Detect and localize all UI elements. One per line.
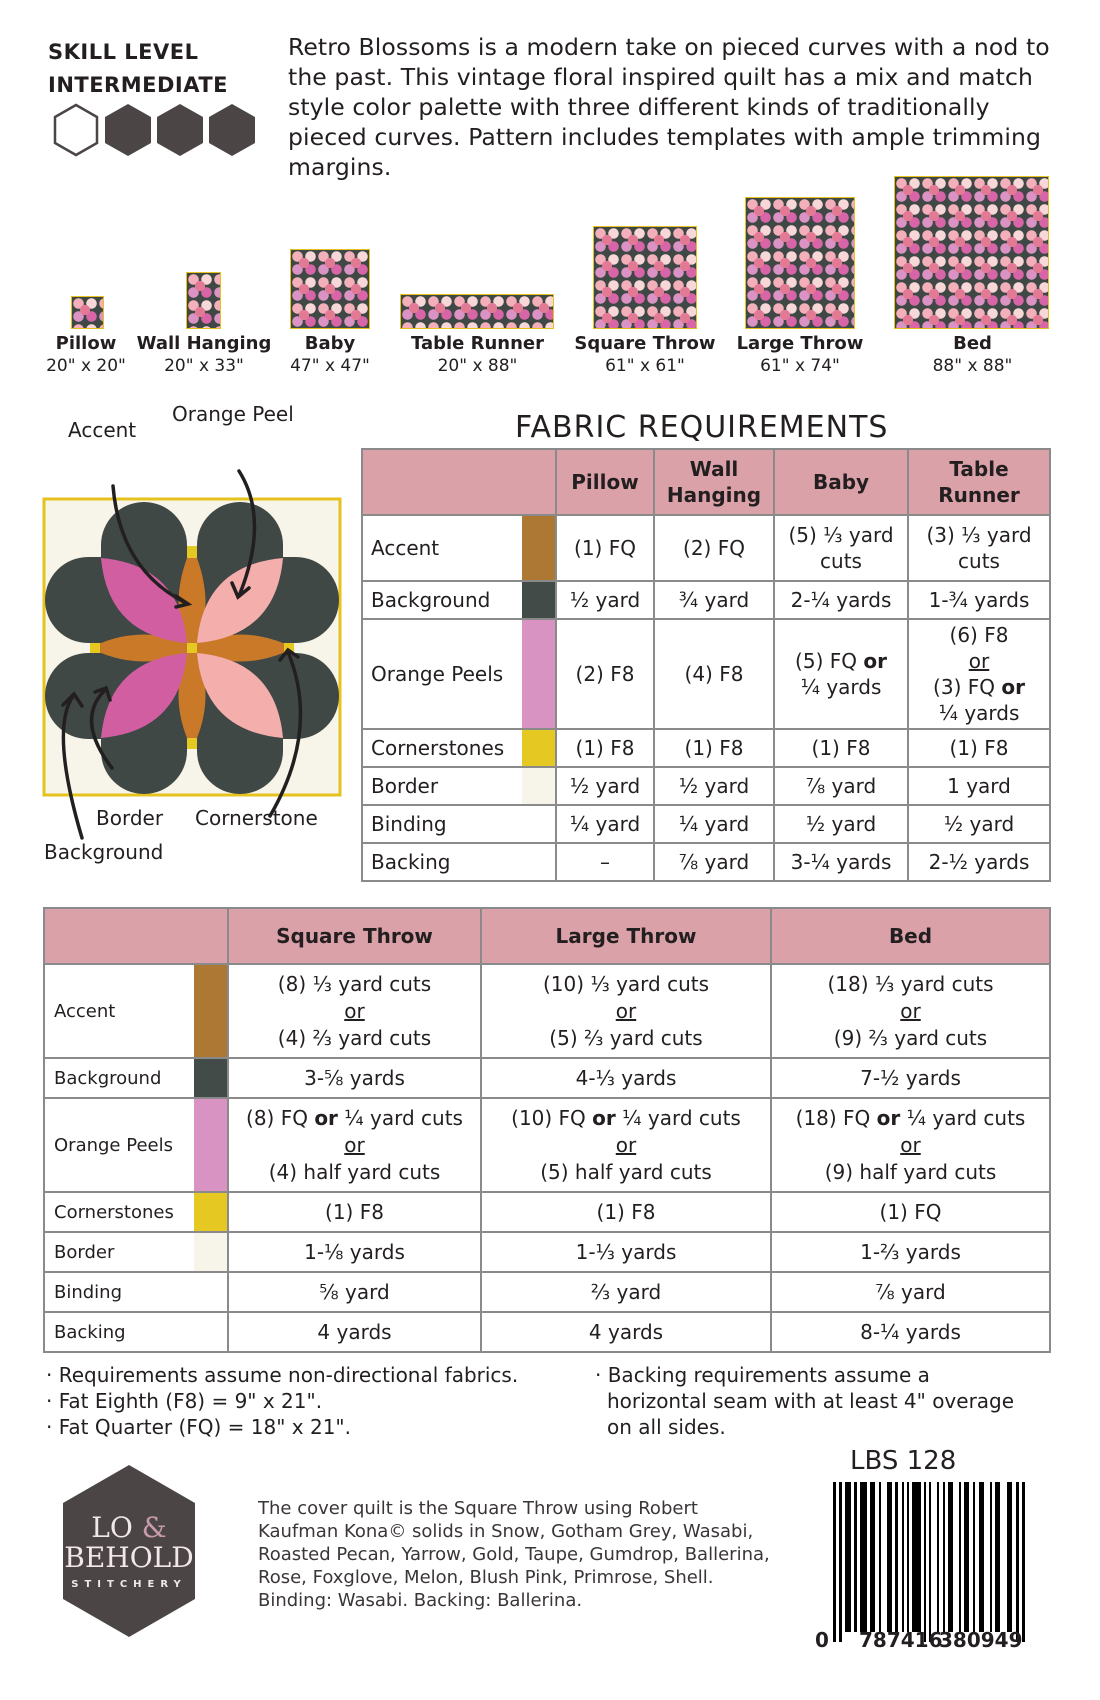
label-orange-peel: Orange Peel bbox=[172, 402, 294, 426]
swatch-background bbox=[194, 1058, 228, 1098]
hexagon-filled-icon bbox=[104, 103, 152, 157]
swatch-orange-peels bbox=[522, 619, 556, 729]
table-row: Accent (8) ⅓ yard cuts or (4) ⅔ yard cuts (10) ⅓ yard cuts or (5) ⅔ yard cuts (18) ⅓ yard cuts or (9) ⅔ yard cuts bbox=[44, 964, 1050, 1058]
size-square-throw: Square Throw 61" x 61" bbox=[574, 333, 716, 376]
swatch-background bbox=[522, 581, 556, 619]
label-cornerstone: Cornerstone bbox=[195, 806, 318, 830]
hexagon-empty-icon bbox=[52, 103, 100, 157]
swatch-cornerstones bbox=[194, 1192, 228, 1232]
table-row: Backing – ⅞ yard 3-¼ yards 2-½ yards bbox=[362, 843, 1050, 881]
table-row: Cornerstones (1) F8 (1) F8 (1) FQ bbox=[44, 1192, 1050, 1232]
pattern-description: Retro Blossoms is a modern take on pieced curves with a nod to the past. This vintage floral inspired quilt has a mix and match style color palette with three different kinds of traditionally pieced curves. Pattern includes templates with ample trimming margins. bbox=[288, 33, 1050, 181]
barcode-icon bbox=[813, 1482, 1053, 1642]
col-bed: Bed bbox=[771, 908, 1050, 964]
label-accent: Accent bbox=[68, 418, 137, 442]
fabric-table-large bbox=[43, 907, 1051, 1353]
table-row: Backing 4 yards 4 yards 8-¼ yards bbox=[44, 1312, 1050, 1352]
skill-level-value: INTERMEDIATE bbox=[48, 73, 229, 97]
table-row: Background ½ yard ¾ yard 2-¼ yards 1-¾ yards bbox=[362, 581, 1050, 619]
table-header-row bbox=[44, 908, 1050, 964]
table-row: Accent (1) FQ (2) FQ (5) ⅓ yard cuts (3) ⅓ yard cuts bbox=[362, 515, 1050, 581]
table-row: Binding ¼ yard ¼ yard ½ yard ½ yard bbox=[362, 805, 1050, 843]
col-table-runner: Table Runner bbox=[908, 449, 1050, 515]
skill-rating bbox=[52, 103, 256, 157]
thumbnail-square-throw bbox=[593, 226, 697, 329]
thumbnail-large-throw bbox=[745, 197, 855, 329]
table-row: Cornerstones (1) F8 (1) F8 (1) F8 (1) F8 bbox=[362, 729, 1050, 767]
table-row: Binding ⅝ yard ⅔ yard ⅞ yard bbox=[44, 1272, 1050, 1312]
thumbnail-wall-hanging bbox=[186, 272, 221, 329]
size-pillow: Pillow 20" x 20" bbox=[46, 333, 126, 376]
label-background: Background bbox=[44, 840, 164, 864]
hexagon-filled-icon bbox=[156, 103, 204, 157]
table-row: Orange Peels (8) FQ or ¼ yard cuts or (4) half yard cuts (10) FQ or ¼ yard cuts or (5) half yard cuts (18) FQ or ¼ yard cuts or (9) half yard cuts bbox=[44, 1098, 1050, 1192]
size-large-throw: Large Throw 61" x 74" bbox=[736, 333, 864, 376]
barcode: 0 787416 380949 bbox=[813, 1482, 1053, 1662]
swatch-cornerstones bbox=[522, 729, 556, 767]
col-wall-hanging: Wall Hanging bbox=[654, 449, 774, 515]
swatch-accent bbox=[522, 515, 556, 581]
sku-code: LBS 128 bbox=[850, 1446, 957, 1476]
col-baby: Baby bbox=[774, 449, 908, 515]
swatch-border bbox=[522, 767, 556, 805]
thumbnail-pillow bbox=[71, 296, 104, 329]
swatch-orange-peels bbox=[194, 1098, 228, 1192]
notes-right: · Backing requirements assume a horizontal seam with at least 4" overage on all sides. bbox=[595, 1363, 1015, 1439]
table-row: Background 3-⅝ yards 4-⅓ yards 7-½ yards bbox=[44, 1058, 1050, 1098]
brand-logo: LO & BEHOLD STITCHERY bbox=[63, 1465, 195, 1637]
swatch-border bbox=[194, 1232, 228, 1272]
col-large-throw: Large Throw bbox=[481, 908, 771, 964]
size-bed: Bed 88" x 88" bbox=[932, 333, 1013, 376]
block-diagram bbox=[30, 400, 350, 870]
thumbnail-bed bbox=[894, 176, 1049, 329]
table-row: Border ½ yard ½ yard ⅞ yard 1 yard bbox=[362, 767, 1050, 805]
size-baby: Baby 47" x 47" bbox=[290, 333, 370, 376]
size-wall-hanging: Wall Hanging 20" x 33" bbox=[136, 333, 272, 376]
size-table-runner: Table Runner 20" x 88" bbox=[410, 333, 545, 376]
skill-level bbox=[48, 36, 228, 102]
notes-left: · Requirements assume non-directional fabrics. · Fat Eighth (F8) = 9" x 21". · Fat Quarter (FQ) = 18" x 21". bbox=[46, 1363, 519, 1439]
section-title: FABRIC REQUIREMENTS bbox=[515, 410, 889, 445]
table-header-row bbox=[362, 449, 1050, 515]
cover-quilt-credits: The cover quilt is the Square Throw using Robert Kaufman Kona© solids in Snow, Gotham Grey, Wasabi, Roasted Pecan, Yarrow, Gold, Taupe, Gumdrop, Ballerina, Rose, Foxglove, Melon, Blush Pink, Primrose, Shell. Binding: Wasabi. Backing: Ballerina. bbox=[258, 1498, 770, 1611]
col-square-throw: Square Throw bbox=[228, 908, 481, 964]
thumbnail-table-runner bbox=[400, 294, 554, 329]
fabric-table-small bbox=[361, 448, 1051, 882]
skill-level-heading: SKILL LEVEL bbox=[48, 40, 199, 64]
thumbnail-baby bbox=[290, 249, 370, 329]
col-pillow: Pillow bbox=[556, 449, 654, 515]
hexagon-filled-icon bbox=[208, 103, 256, 157]
swatch-accent bbox=[194, 964, 228, 1058]
label-border: Border bbox=[96, 806, 164, 830]
table-row: Border 1-⅛ yards 1-⅓ yards 1-⅔ yards bbox=[44, 1232, 1050, 1272]
table-row: Orange Peels (2) F8 (4) F8 (5) FQ or ¼ yards (6) F8 or (3) FQ or ¼ yards bbox=[362, 619, 1050, 729]
